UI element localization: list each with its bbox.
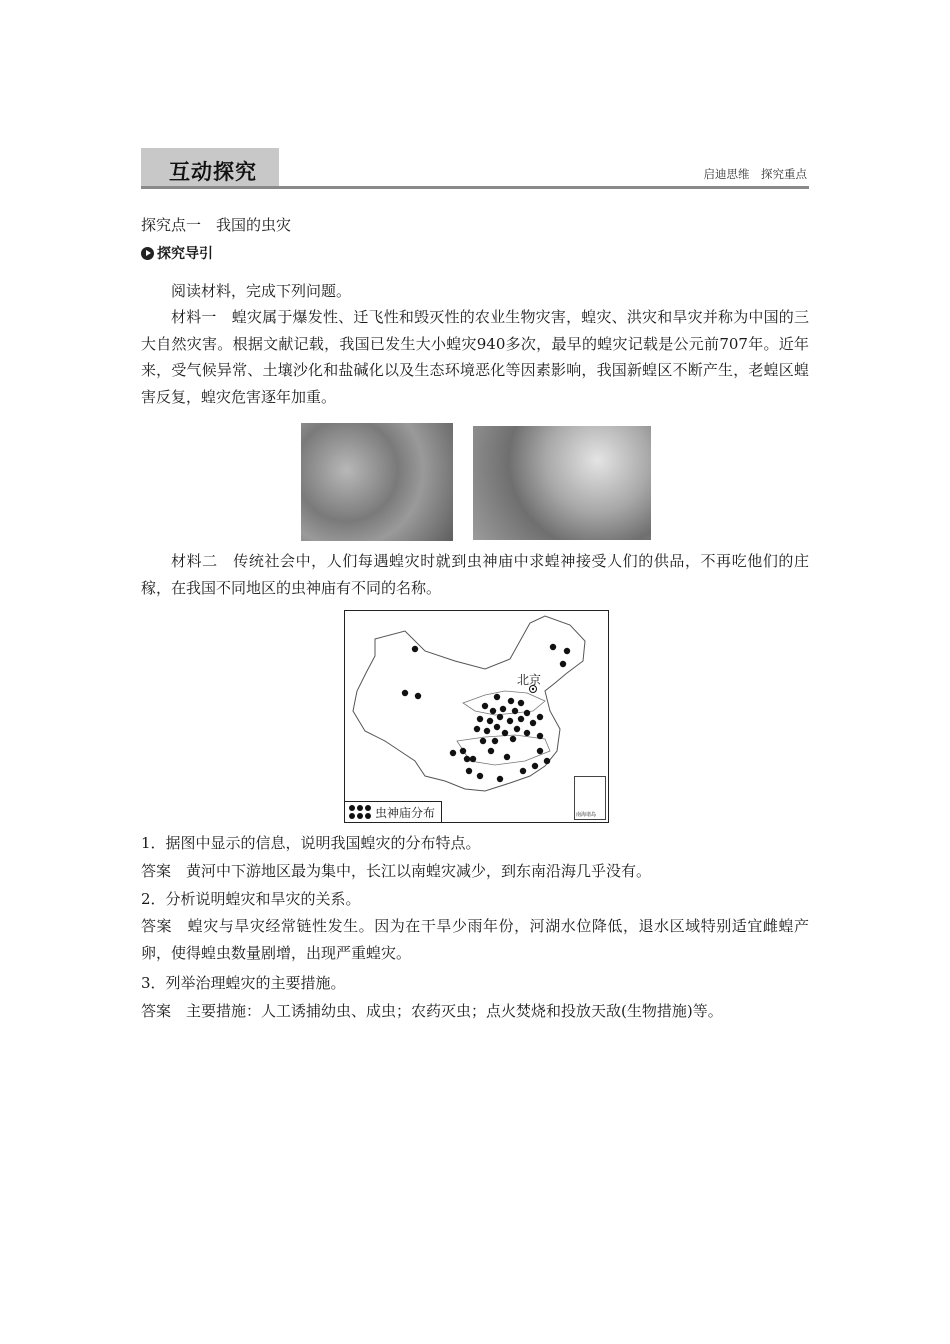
locust-photo-right xyxy=(473,426,651,540)
legend-label: 虫神庙分布 xyxy=(375,805,436,820)
answer-1: 答案 黄河中下游地区最为集中，长江以南蝗灾减少，到东南沿海几乎没有。 xyxy=(141,862,652,880)
china-map-outline xyxy=(345,611,608,822)
material-two-paragraph: 材料二 传统社会中，人们每遇蝗灾时就到虫神庙中求蝗神接受人们的供品，不再吃他们的庄稼，在我国不同地区的虫神庙有不同的名称。 xyxy=(141,552,809,597)
section-banner xyxy=(141,148,809,190)
question-1: 1．据图中显示的信息，说明我国蝗灾的分布特点。 xyxy=(141,834,481,852)
south-sea-inset xyxy=(574,776,606,820)
question-2: 2．分析说明蝗灾和旱灾的关系。 xyxy=(141,890,361,908)
answer-2: 答案 蝗灾与旱灾经常链性发生。因为在干旱少雨年份，河湖水位降低，退水区域特别适宜雌蝗产卵，使得蝗虫数量剧增，出现严重蝗灾。 xyxy=(141,917,809,962)
guide-heading xyxy=(141,243,213,263)
legend-dots-icon xyxy=(349,805,371,819)
intro-paragraph: 阅读材料，完成下列问题。 xyxy=(171,282,352,300)
map-legend xyxy=(345,801,442,822)
banner-rule xyxy=(141,186,809,189)
banner-title: 互动探究 xyxy=(169,160,257,184)
beijing-label: 北京 xyxy=(517,673,542,687)
guide-label: 探究导引 xyxy=(157,246,213,262)
banner-tagline: 启迪思维 探究重点 xyxy=(703,167,807,181)
inset-label: 南海诸岛 xyxy=(576,812,597,818)
material-one-paragraph: 材料一 蝗灾属于爆发性、迁飞性和毁灭性的农业生物灾害，蝗灾、洪灾和旱灾并称为中国的三大自然灾害。根据文献记载，我国已发生大小蝗灾940多次，最早的蝗灾记载是公元前707年。近年来，受气候异常、土壤沙化和盐碱化以及生态环境恶化等因素影响，我国新蝗区不断产生，老蝗区蝗害反复，蝗灾危害逐年加重。 xyxy=(141,308,809,406)
locust-photo-left xyxy=(301,423,453,541)
section-heading: 探究点一 我国的虫灾 xyxy=(141,216,292,234)
temple-distribution-map xyxy=(344,610,609,823)
play-icon xyxy=(141,247,154,260)
question-3: 3．列举治理蝗灾的主要措施。 xyxy=(141,974,346,992)
answer-3: 答案 主要措施：人工诱捕幼虫、成虫；农药灭虫；点火焚烧和投放天敌(生物措施)等。 xyxy=(141,1002,723,1020)
